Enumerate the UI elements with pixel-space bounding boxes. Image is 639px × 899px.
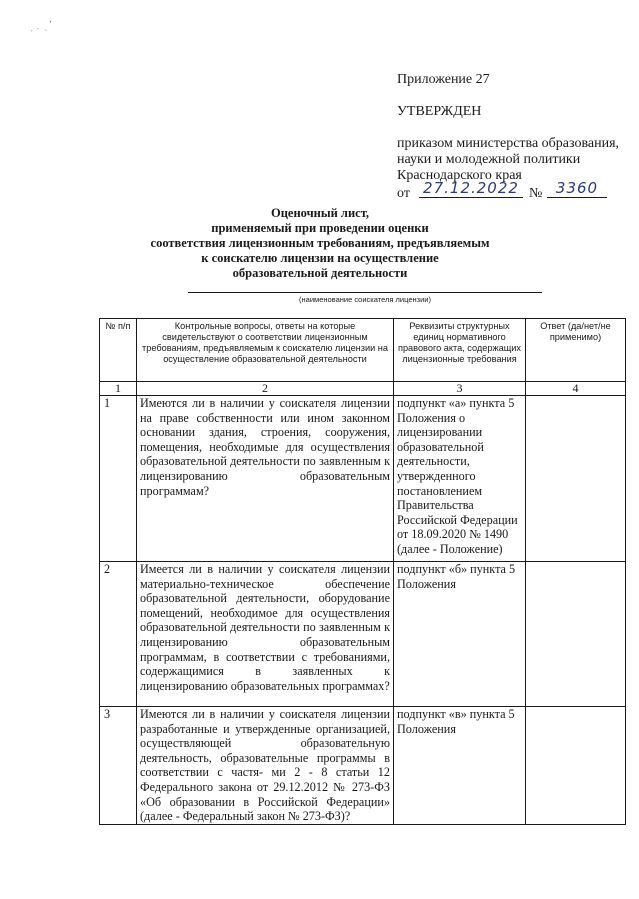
date-prefix: от xyxy=(397,186,410,201)
checklist-table xyxy=(99,318,626,825)
column-number: 3 xyxy=(394,382,526,396)
title-line-4: к соискателю лицензии на осуществление xyxy=(201,251,439,265)
row-question: Имеется ли в наличии у соискателя лицензии материально-техническое обеспечение образовательной деятельности, оборудование помещений, необходимое для осуществления образовательной деятельности по заявленным к лицензированию образовательным программам, в соответствии с требованиями, содержащимися в заявленных к лицензированию образовательных программах? xyxy=(137,562,394,707)
row-answer-cell[interactable] xyxy=(526,396,626,562)
row-answer-cell[interactable] xyxy=(526,562,626,707)
title-line-1: Оценочный лист, xyxy=(270,206,370,220)
table-header-row xyxy=(100,319,626,382)
row-requisites: подпункт «а» пункта 5 Положения о лицензировании образовательной деятельности, утвержденного постановлением Правительства Российской Федерации от 18.09.2020 № 1490 (далее - Положение) xyxy=(394,396,526,562)
row-question: Имеются ли в наличии у соискателя лицензии на праве собственности или ином законном основании здания, строения, сооружения, помещения, необходимые для осуществления образовательной деятельности по заявленным к лицензированию образовательным программам? xyxy=(137,396,394,562)
table-row xyxy=(100,396,626,562)
row-number: 1 xyxy=(100,396,137,562)
appendix-label: Приложение 27 xyxy=(397,72,490,87)
row-number: 3 xyxy=(100,707,137,825)
header-question: Контрольные вопросы, ответы на которые свидетельствуют о соответствии лицензионным требованиям, предъявляемым к соискателю лицензии на осуществление образовательной деятельности xyxy=(137,319,394,382)
column-number: 1 xyxy=(100,382,137,396)
row-requisites: подпункт «б» пункта 5 Положения xyxy=(394,562,526,707)
document-title xyxy=(150,206,490,281)
scan-artifact: ∙ ∙ ˏ ʼ xyxy=(29,18,56,36)
row-question: Имеются ли в наличии у соискателя лицензии разработанные и утвержденные организацией, осуществляющей образовательную деятельность, образовательные программы в соответствии с частя- ми 2 - 8 статьи 12 Федерального закона от 29.12.2012 № 273-ФЗ «Об образовании в Российской Федерации» (далее - Федеральный закон № 273-ФЗ)? xyxy=(137,707,394,825)
title-line-2: применяемый при проведении оценки xyxy=(211,221,429,235)
header-answer: Ответ (да/нет/не применимо) xyxy=(526,319,626,382)
title-line-5: образовательной деятельности xyxy=(232,266,408,280)
header-requisites: Реквизиты структурных единиц нормативного правового акта, содержащих лицензионные требования xyxy=(394,319,526,382)
row-number: 2 xyxy=(100,562,137,707)
number-prefix: № xyxy=(529,186,543,201)
handwritten-order-number: 3360 xyxy=(547,180,607,198)
column-number: 2 xyxy=(137,382,394,396)
column-number-row xyxy=(100,382,626,396)
row-answer-cell[interactable] xyxy=(526,707,626,825)
applicant-name-line xyxy=(188,292,542,293)
approved-label: УТВЕРЖДЕН xyxy=(397,104,482,119)
table-row xyxy=(100,707,626,825)
title-line-3: соответствия лицензионным требованиям, предъявляемым xyxy=(150,236,490,250)
handwritten-date: 27.12.2022 xyxy=(419,180,523,198)
approval-block xyxy=(397,72,627,204)
table-row xyxy=(100,562,626,707)
header-number: № п/п xyxy=(100,319,137,382)
order-text: приказом министерства образования, науки и молодежной политики Краснодарского края xyxy=(397,136,620,183)
applicant-caption: (наименование соискателя лицензии) xyxy=(299,295,431,304)
order-date-line xyxy=(397,179,627,204)
column-number: 4 xyxy=(526,382,626,396)
row-requisites: подпункт «в» пункта 5 Положения xyxy=(394,707,526,825)
